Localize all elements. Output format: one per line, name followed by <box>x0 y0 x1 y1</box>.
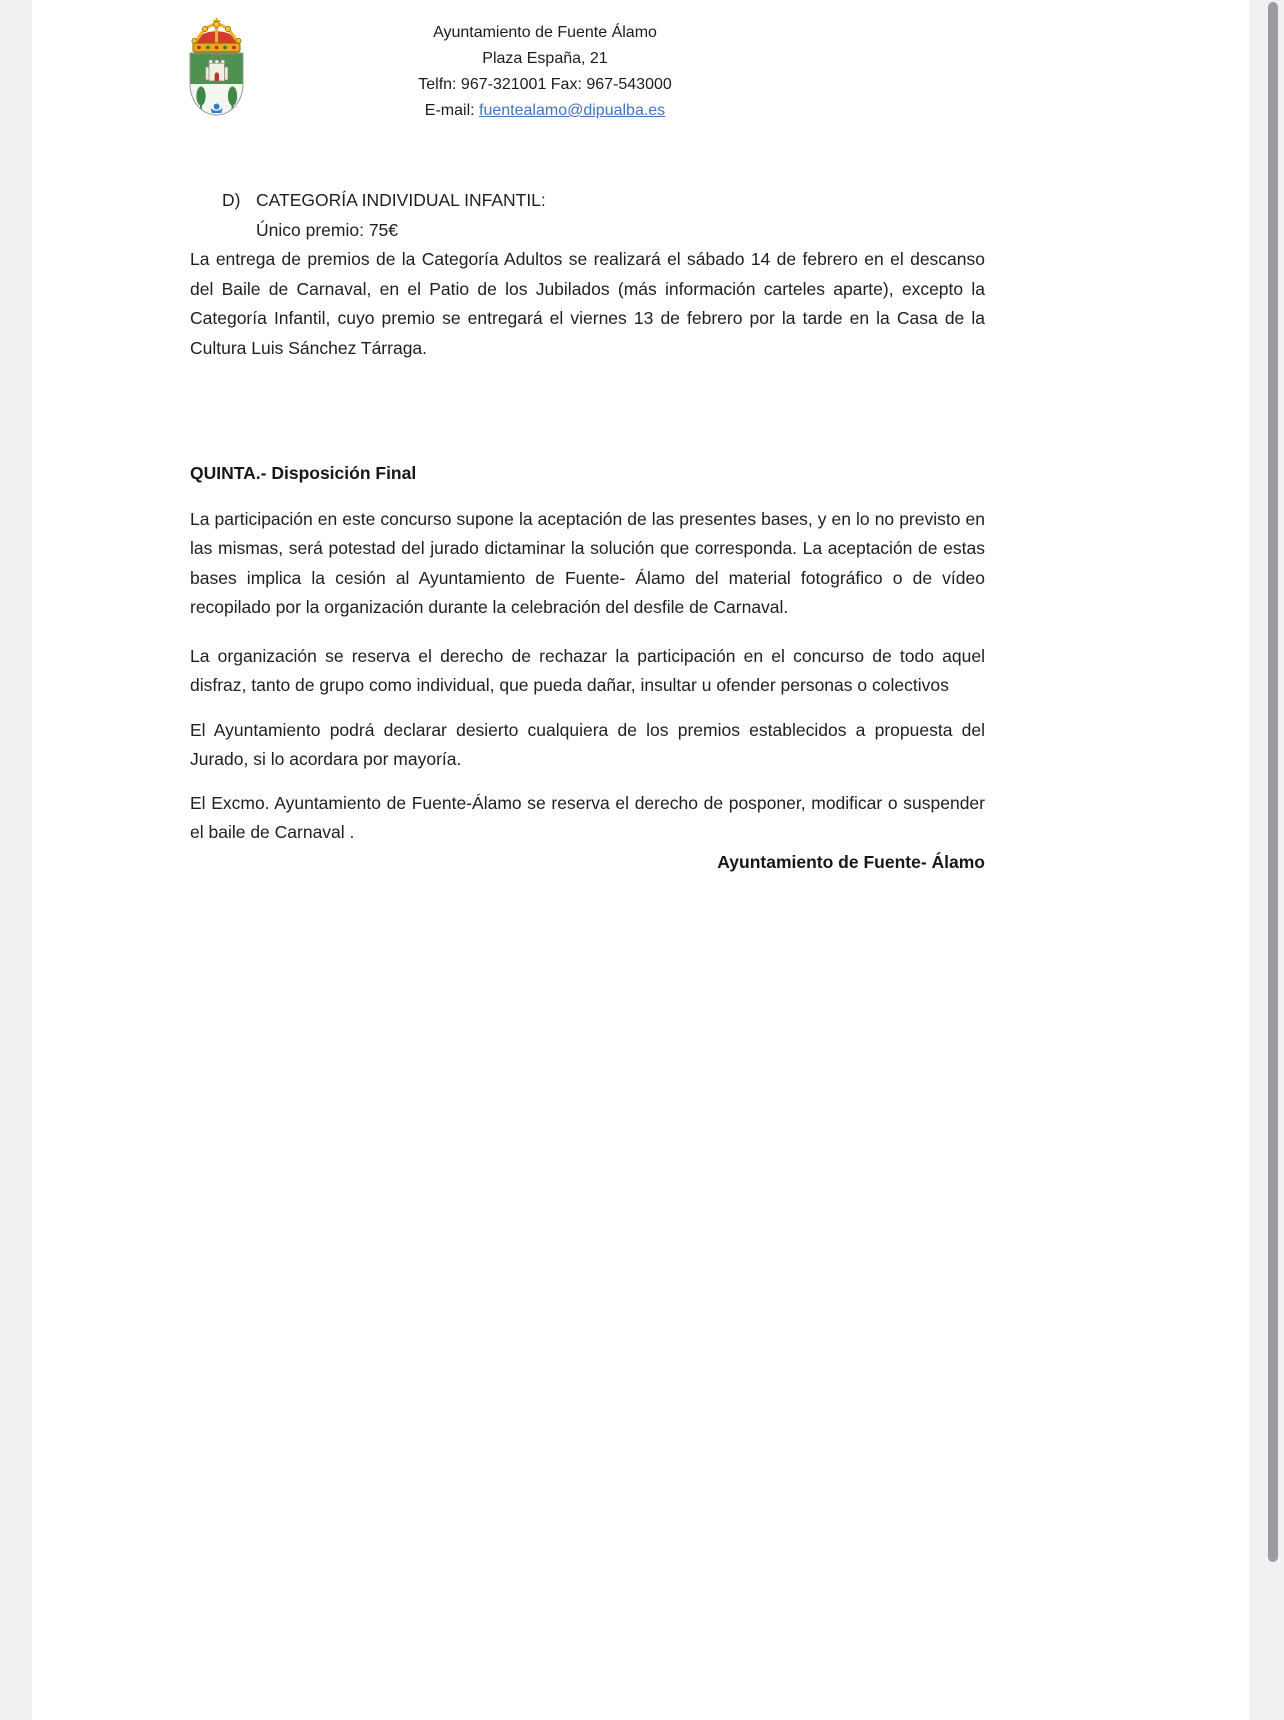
document-page <box>32 0 1249 1720</box>
header-phone-fax: Telfn: 967-321001 Fax: 967-543000 <box>418 76 672 93</box>
body-paragraph: El Ayuntamiento podrá declarar desierto cualquiera de los premios establecidos a propuesta del Jurado, si lo acordara por mayoría. <box>190 719 985 769</box>
header-address: Plaza España, 21 <box>482 50 608 67</box>
intro-paragraph: La entrega de premios de la Categoría Adultos se realizará el sábado 14 de febrero en el descanso del Baile de Carnaval, en el Patio de los Jubilados (más información carteles aparte), excepto la Categoría Infantil, cuyo premio se entregará el viernes 13 de febrero por la tarde en la Casa de la Cultura Luis Sánchez Tárraga. <box>190 249 985 358</box>
document-body <box>190 0 985 877</box>
category-item-line <box>222 186 985 216</box>
signature: Ayuntamiento de Fuente- Álamo <box>717 851 985 872</box>
category-list-item <box>190 186 985 245</box>
category-item-title: CATEGORÍA INDIVIDUAL INFANTIL: <box>256 190 546 210</box>
category-item-prize: Único premio: 75€ <box>256 219 399 240</box>
body-paragraph: La participación en este concurso supone la aceptación de las presentes bases, y en lo no previsto en las mismas, será potestad del jurado dictaminar la solución que corresponda. La aceptación de estas bases implica la cesión al Ayuntamiento de Fuente- Álamo del material fotográfico o de vídeo recopilado por la organización durante la celebración del desfile de Carnaval. <box>190 508 985 617</box>
body-paragraph: El Excmo. Ayuntamiento de Fuente-Álamo se reserva el derecho de posponer, modificar o suspender el baile de Carnaval . <box>190 792 985 842</box>
email-link[interactable]: fuentealamo@dipualba.es <box>479 102 666 119</box>
category-item-marker: D) <box>222 190 241 210</box>
header-org-name: Ayuntamiento de Fuente Álamo <box>433 24 657 41</box>
header-email-label: E-mail: <box>424 102 480 119</box>
body-paragraph: La organización se reserva el derecho de rechazar la participación en el concurso de todo aquel disfraz, tanto de grupo como individual, que pueda dañar, insultar u ofender personas o colectivos <box>190 645 985 695</box>
scrollbar-thumb[interactable] <box>1268 2 1278 1562</box>
section-heading: QUINTA.- Disposición Final <box>190 463 417 483</box>
